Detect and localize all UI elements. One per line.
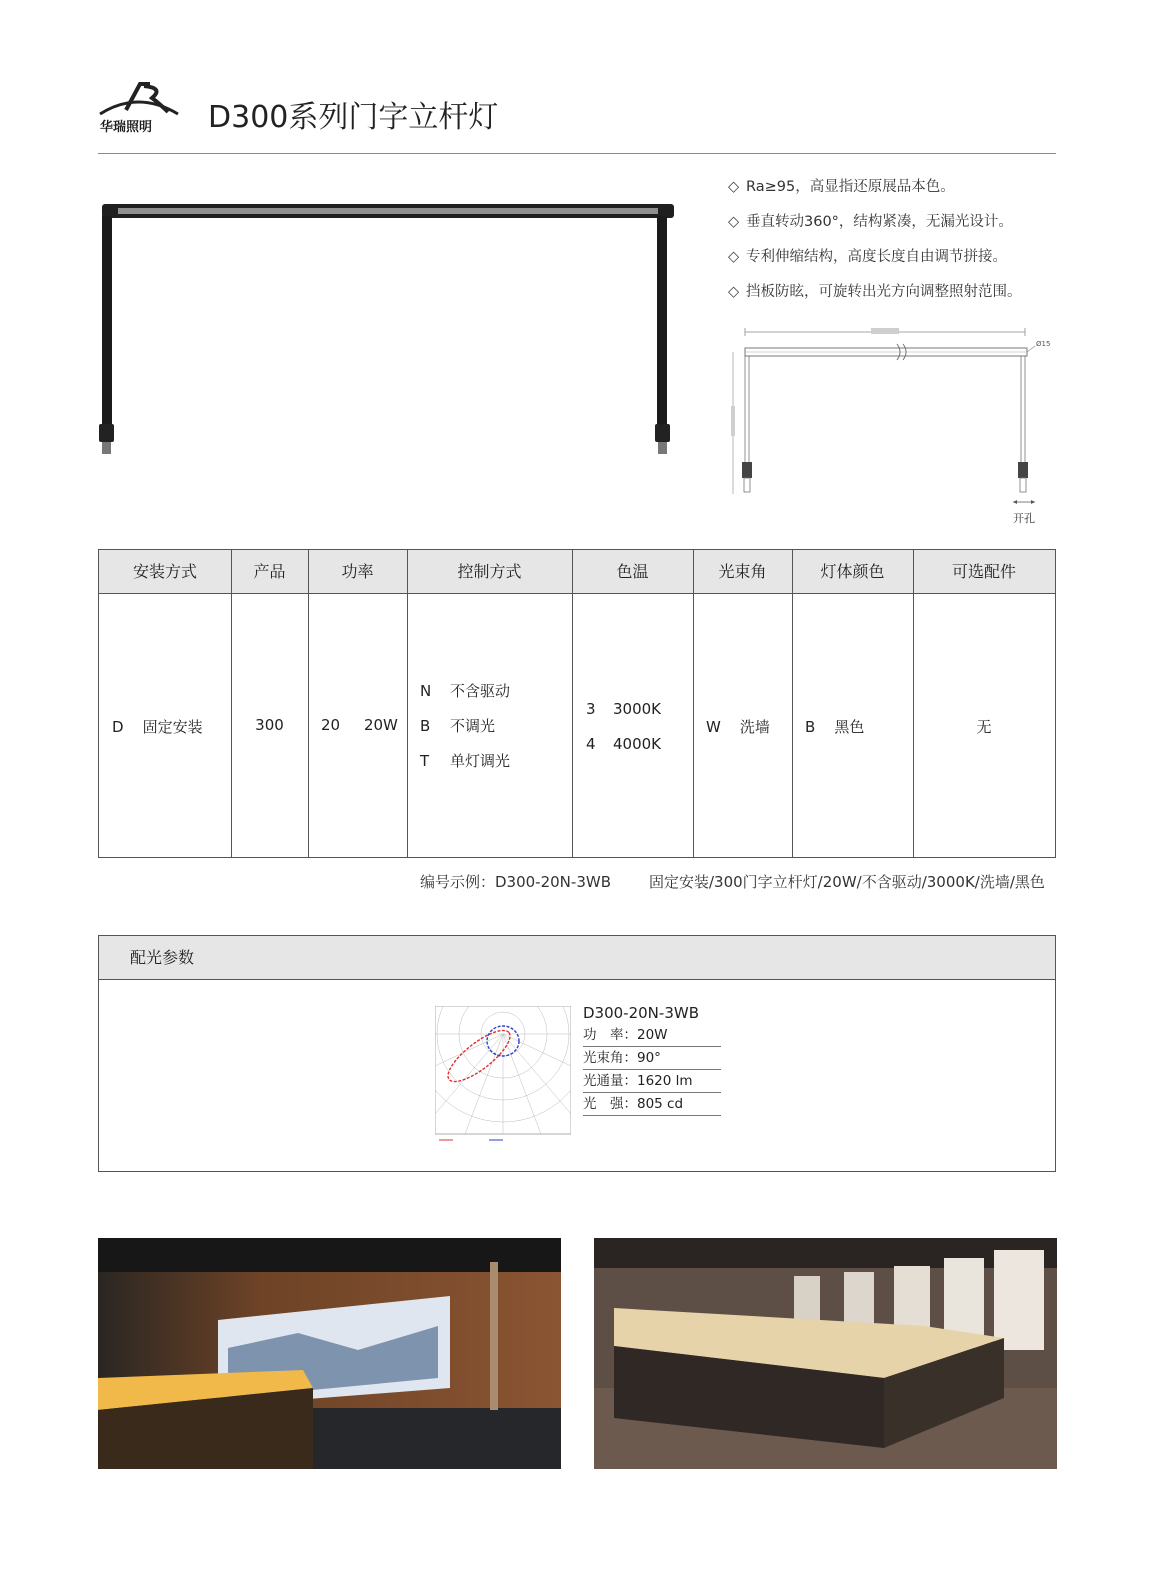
param-row: 光束角：90°: [583, 1047, 721, 1070]
column-divider: [693, 550, 694, 857]
feature-item: ◇ Ra≥95，高显指还原展品本色。: [728, 176, 1058, 211]
diamond-bullet-icon: ◇: [728, 249, 740, 265]
code-example-label: 编号示例：D300-20N-3WB: [420, 873, 611, 891]
dimension-drawing: [725, 326, 1055, 526]
application-photo-1: [98, 1238, 561, 1469]
column-divider: [792, 550, 793, 857]
control-option: N 不含驱动: [420, 682, 511, 700]
diamond-bullet-icon: ◇: [728, 214, 740, 230]
beam-value: W 洗墙: [706, 718, 770, 736]
param-row: 光 强：805 cd: [583, 1093, 721, 1116]
feature-item: ◇ 垂直转动360°，结构紧凑，无漏光设计。: [728, 211, 1058, 246]
header-product: 产品: [253, 562, 286, 581]
light-params: [583, 1002, 721, 1116]
hole-label: 开孔: [1013, 512, 1035, 525]
header-power: 功率: [341, 562, 374, 581]
column-divider: [913, 550, 914, 857]
column-divider: [407, 550, 408, 857]
logo-mark-icon: [98, 80, 188, 120]
light-distribution-panel: [98, 935, 1056, 1172]
header-accessory: 可选配件: [951, 562, 1016, 581]
column-divider: [231, 550, 232, 857]
cct-values: [586, 692, 661, 762]
feature-item: ◇ 专利伸缩结构，高度长度自由调节拼接。: [728, 246, 1058, 281]
application-photo-2: [594, 1238, 1057, 1469]
control-values: [420, 674, 510, 779]
diamond-bullet-icon: ◇: [728, 284, 740, 300]
header-cct: 色温: [616, 562, 649, 581]
control-option: T 单灯调光: [420, 752, 511, 770]
header-control: 控制方式: [457, 562, 522, 581]
polar-distribution-diagram: [435, 1006, 571, 1144]
feature-list: [728, 176, 1058, 316]
header-beam: 光束角: [718, 562, 767, 581]
product-render-image: [98, 196, 678, 461]
header-install: 安装方式: [132, 562, 197, 581]
exhibition-scene-2-image: [594, 1238, 1057, 1469]
spec-table: [98, 549, 1056, 858]
column-divider: [308, 550, 309, 857]
accessory-value: 无: [976, 718, 992, 736]
diameter-label: Ø15: [1036, 340, 1051, 348]
brand-name: 华瑞照明: [100, 120, 153, 135]
brand-logo: [98, 80, 188, 136]
light-distribution-title: 配光参数: [130, 948, 195, 967]
color-value: B 黑色: [805, 718, 865, 736]
spec-table-header: [99, 550, 1055, 594]
diamond-bullet-icon: ◇: [728, 179, 740, 195]
code-example-meaning: 固定安装/300门字立杆灯/20W/不含驱动/3000K/洗墙/黑色: [649, 873, 1045, 891]
header-color: 灯体颜色: [820, 562, 885, 581]
control-option: B 不调光: [420, 717, 496, 735]
light-distribution-header: [99, 936, 1055, 980]
cct-option: 3 3000K: [586, 700, 662, 718]
header-divider: [98, 153, 1056, 154]
install-value: D 固定安装: [112, 718, 203, 736]
power-value: 20 20W: [321, 716, 398, 734]
param-row: 光通量：1620 lm: [583, 1070, 721, 1093]
product-value: 300: [255, 716, 284, 734]
cct-option: 4 4000K: [586, 735, 662, 753]
exhibition-scene-1-image: [98, 1238, 561, 1469]
param-model: D300-20N-3WB: [583, 1004, 699, 1022]
page-title: D300系列门字立杆灯: [208, 100, 499, 135]
param-row: 功 率：20W: [583, 1024, 721, 1047]
column-divider: [572, 550, 573, 857]
feature-item: ◇ 挡板防眩，可旋转出光方向调整照射范围。: [728, 281, 1058, 316]
